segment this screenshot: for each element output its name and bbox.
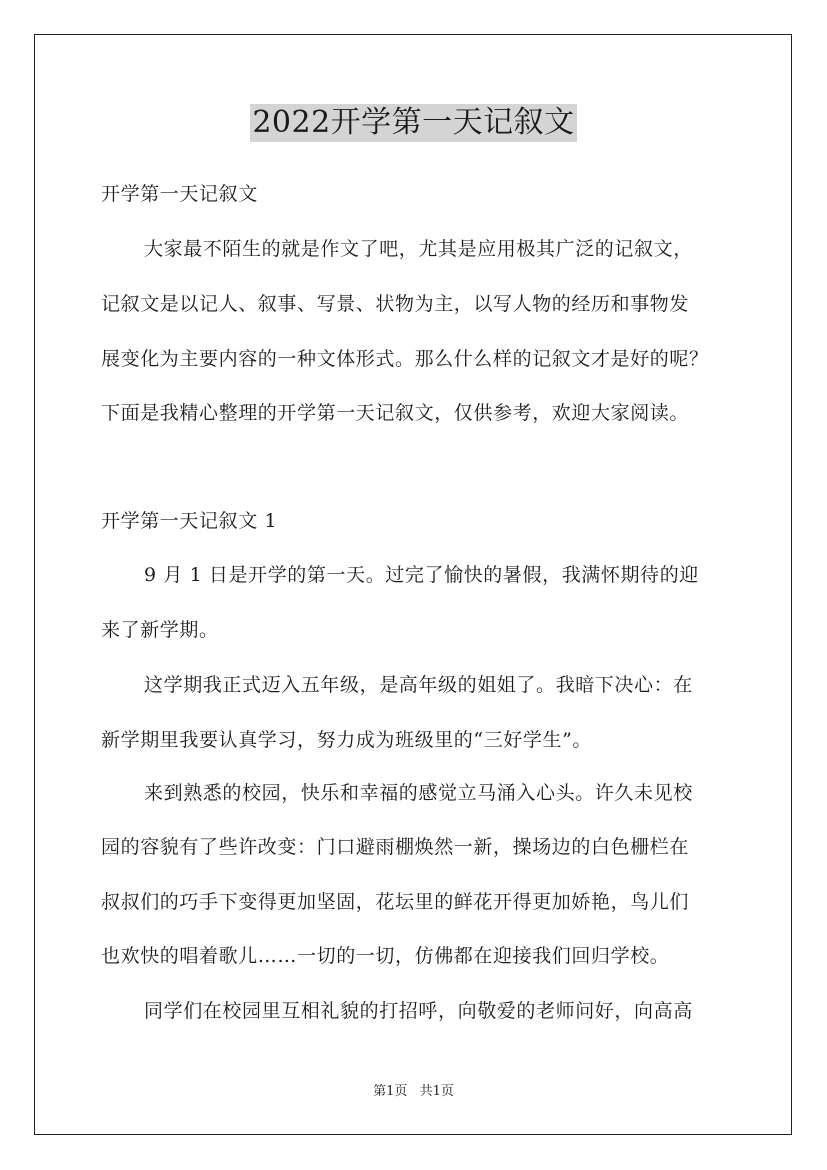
paragraph-line: 9 月 1 日是开学的第一天。过完了愉快的暑假，我满怀期待的迎	[144, 564, 699, 586]
paragraph-line: 来到熟悉的校园，快乐和幸福的感觉立马涌入心头。许久未见校	[144, 782, 693, 804]
paragraph-line: 也欢快的唱着歌儿……一切的一切，仿佛都在迎接我们回归学校。	[101, 945, 670, 967]
section-heading: 开学第一天记叙文 1	[101, 510, 278, 532]
paragraph-line: 这学期我正式迈入五年级，是高年级的姐姐了。我暗下决心：在	[144, 674, 693, 696]
paragraph-line: 园的容貌有了些许改变：门口避雨棚焕然一新，操场边的白色栅栏在	[101, 836, 690, 858]
page-total: 共1页	[419, 1084, 454, 1099]
paragraph-line: 下面是我精心整理的开学第一天记叙文，仅供参考，欢迎大家阅读。	[101, 402, 690, 424]
section-heading: 开学第一天记叙文	[101, 183, 258, 205]
page-number: 第1页	[373, 1084, 408, 1099]
paragraph-line: 来了新学期。	[101, 619, 219, 641]
document-title: 2022开学第一天记叙文	[252, 105, 575, 140]
paragraph-line: 记叙文是以记人、叙事、写景、状物为主，以写人物的经历和事物发	[101, 293, 690, 315]
page-footer	[0, 1083, 827, 1101]
paragraph-line: 叔叔们的巧手下变得更加坚固，花坛里的鲜花开得更加娇艳，鸟儿们	[101, 891, 690, 913]
paragraph-line: 大家最不陌生的就是作文了吧，尤其是应用极其广泛的记叙文，	[144, 238, 693, 260]
paragraph-line: 展变化为主要内容的一种文体形式。那么什么样的记叙文才是好的呢？	[101, 348, 709, 370]
title-container	[0, 104, 827, 142]
paragraph-line: 新学期里我要认真学习，努力成为班级里的“三好学生”。	[101, 729, 593, 751]
paragraph-line: 同学们在校园里互相礼貌的打招呼，向敬爱的老师问好，向高高	[144, 1000, 693, 1022]
